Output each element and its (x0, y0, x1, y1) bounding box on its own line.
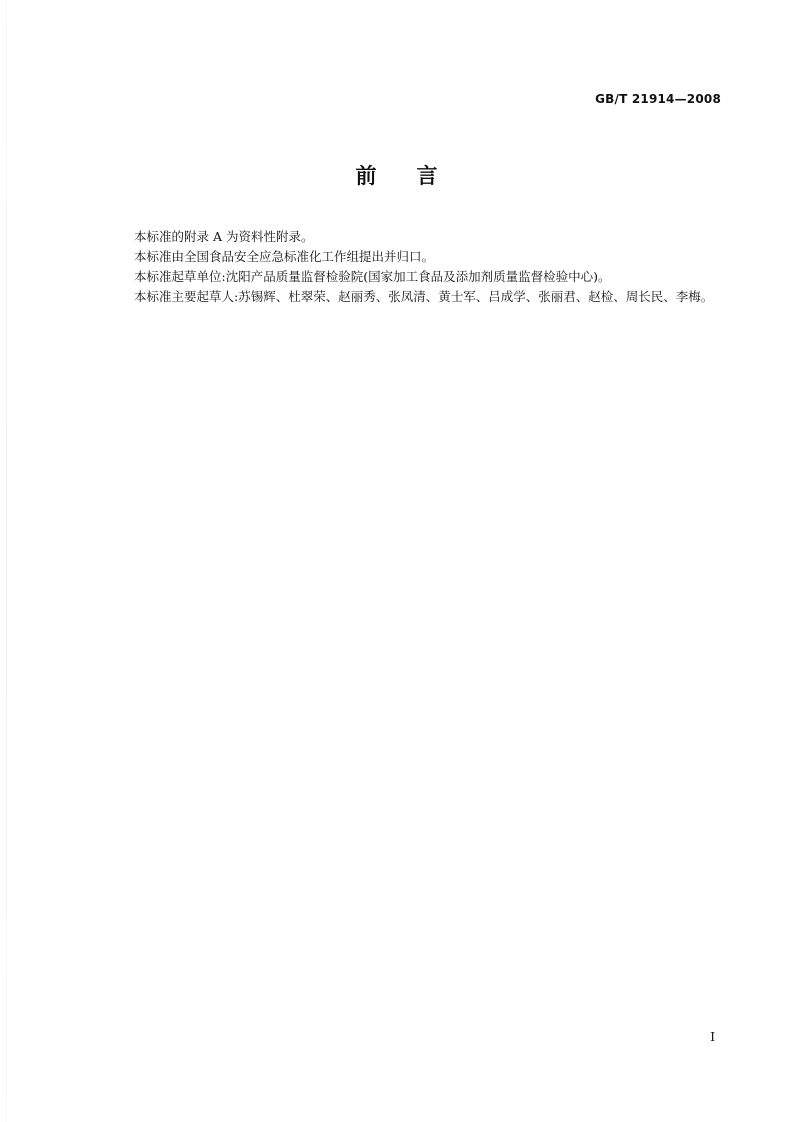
page-number: I (710, 1030, 715, 1044)
paragraph-drafters: 本标准主要起草人:苏锡辉、杜翠荣、赵丽秀、张凤清、黄士军、吕成学、张丽君、赵检、周长民、李梅。 (134, 289, 714, 304)
paragraph-drafting-unit: 本标准起草单位:沈阳产品质量监督检验院(国家加工食品及添加剂质量监督检验中心)。 (134, 269, 611, 284)
page-title: 前言 (355, 164, 478, 188)
standard-number: GB/T 21914—2008 (595, 92, 721, 106)
paragraph-appendix: 本标准的附录 A 为资料性附录。 (134, 229, 314, 244)
foreword-body (134, 227, 734, 307)
paragraph-proposer: 本标准由全国食品安全应急标准化工作组提出并归口。 (134, 249, 435, 264)
